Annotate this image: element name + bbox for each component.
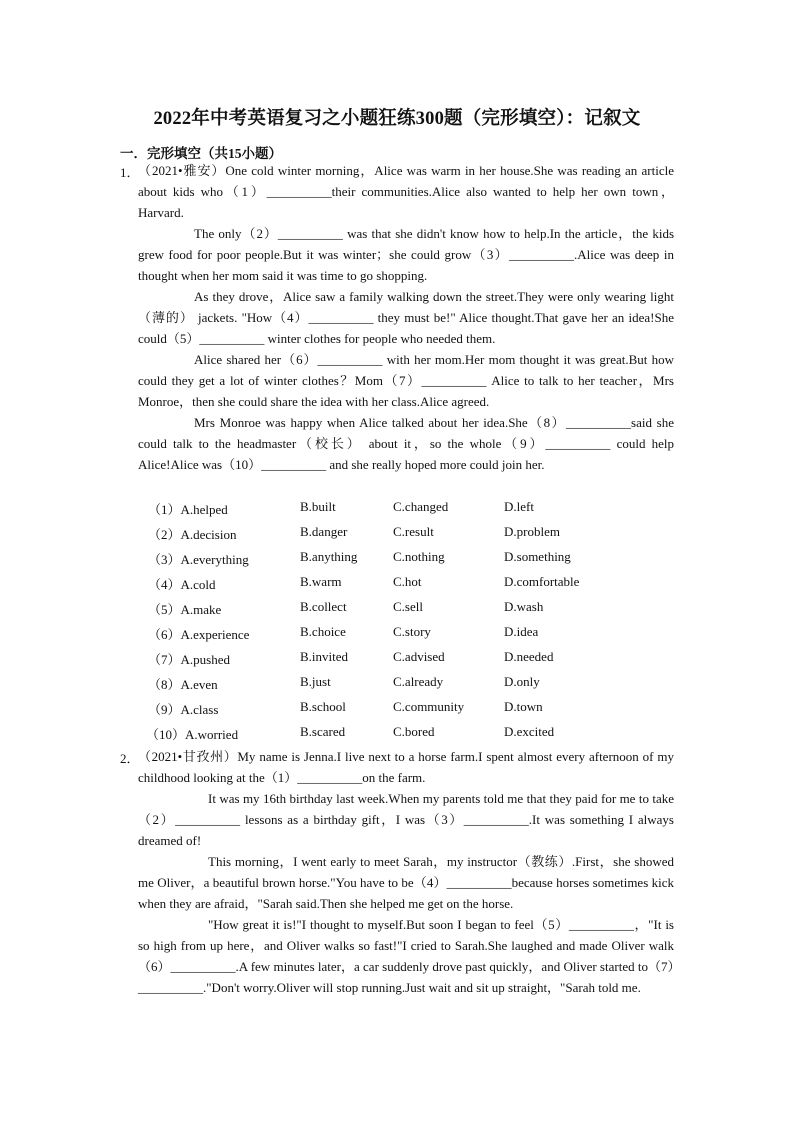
option-2-a: （2）A.decision <box>148 527 237 542</box>
option-9-c: C.community <box>393 699 465 714</box>
q2-paragraph-3: This morning，I went early to meet Sarah，my instructor（教练）.First，she showed me Oliver，a beautiful brown horse."You have to be（4）__________because horses sometimes kick when they are afraid，"Sarah said.Then she helped me get on the horse. <box>138 854 674 911</box>
option-5-b: B.collect <box>300 599 347 614</box>
section-heading: 一．完形填空（共15小题） <box>120 146 282 161</box>
option-3-c: C.nothing <box>393 549 445 564</box>
option-7-d: D.needed <box>504 649 554 664</box>
q1-paragraph-1: （2021•雅安）One cold winter morning，Alice was warm in her house.She was reading an article about kids who（1）__________their communities.Alice also wanted to help her own town，Harvard. <box>138 163 674 220</box>
option-7-b: B.invited <box>300 649 349 664</box>
option-10-d: D.excited <box>504 724 555 739</box>
option-3-d: D.something <box>504 549 571 564</box>
question-1-number: 1． <box>120 165 140 180</box>
option-10-b: B.scared <box>300 724 346 739</box>
q2-paragraph-2: It was my 16th birthday last week.When my parents told me that they paid for me to take（2）__________ lessons as a birthday gift，I was（3）__________.It was something I always dreamed of! <box>138 791 674 848</box>
option-2-d: D.problem <box>504 524 560 539</box>
option-6-c: C.story <box>393 624 431 639</box>
document-title: 2022年中考英语复习之小题狂练300题（完形填空）：记叙文 <box>153 109 641 129</box>
option-7-a: （7）A.pushed <box>148 652 230 667</box>
option-9-b: B.school <box>300 699 346 714</box>
option-10-a: （10）A.worried <box>146 727 239 742</box>
option-3-b: B.anything <box>300 549 358 564</box>
option-4-d: D.comfortable <box>504 574 580 589</box>
option-6-a: （6）A.experience <box>148 627 250 642</box>
option-1-a: （1）A.helped <box>148 502 228 517</box>
option-6-d: D.idea <box>504 624 539 639</box>
option-1-d: D.left <box>504 499 534 514</box>
option-8-d: D.only <box>504 674 540 689</box>
q1-paragraph-3: As they drove，Alice saw a family walking down the street.They were only wearing light（薄的） jackets. "How（4）__________ they must be!" Alice thought.That gave her an idea!She could（5）__________ winter clothes for people who needed them. <box>138 289 674 346</box>
option-2-b: B.danger <box>300 524 348 539</box>
question-2-number: 2． <box>120 751 140 766</box>
option-5-c: C.sell <box>393 599 423 614</box>
q1-paragraph-4: Alice shared her（6）__________ with her mom.Her mom thought it was great.But how could they get a lot of winter clothes？Mom（7）__________ Alice to talk to her teacher，Mrs Monroe，then she could share the idea with her class.Alice agreed. <box>138 352 674 409</box>
q2-paragraph-4: "How great it is!"I thought to myself.But soon I began to feel（5）__________，"It is so high from up here，and Oliver walks so fast!"I cried to Sarah.She laughed and made Oliver walk（6）__________.A few minutes later，a car suddenly drove past quickly，and Oliver started to（7）__________."Don't worry.Oliver will stop running.Just wait and sit up straight，"Sarah told me. <box>138 917 674 995</box>
option-10-c: C.bored <box>393 724 435 739</box>
option-9-d: D.town <box>504 699 543 714</box>
q2-paragraph-1: （2021•甘孜州）My name is Jenna.I live next to a horse farm.I spent almost every afternoon of my childhood looking at the（1）__________on the farm. <box>138 749 674 785</box>
option-8-c: C.already <box>393 674 444 689</box>
option-3-a: （3）A.everything <box>148 552 249 567</box>
option-8-a: （8）A.even <box>148 677 218 692</box>
option-2-c: C.result <box>393 524 434 539</box>
option-1-b: B.built <box>300 499 336 514</box>
option-4-b: B.warm <box>300 574 342 589</box>
option-9-a: （9）A.class <box>148 702 219 717</box>
option-7-c: C.advised <box>393 649 445 664</box>
option-6-b: B.choice <box>300 624 346 639</box>
q1-paragraph-2: The only（2）__________ was that she didn't know how to help.In the article，the kids grew food for poor people.But it was winter；she could grow（3）__________.Alice was deep in thought when her mom said it was time to go shopping. <box>138 226 674 283</box>
option-4-a: （4）A.cold <box>148 577 216 592</box>
option-4-c: C.hot <box>393 574 422 589</box>
option-1-c: C.changed <box>393 499 449 514</box>
option-5-d: D.wash <box>504 599 544 614</box>
option-8-b: B.just <box>300 674 331 689</box>
q1-paragraph-5: Mrs Monroe was happy when Alice talked about her idea.She（8）__________said she could talk to the headmaster（校长） about it，so the whole（9）__________ could help Alice!Alice was（10）__________ and she really hoped more could join her. <box>138 415 674 472</box>
option-5-a: （5）A.make <box>148 602 222 617</box>
